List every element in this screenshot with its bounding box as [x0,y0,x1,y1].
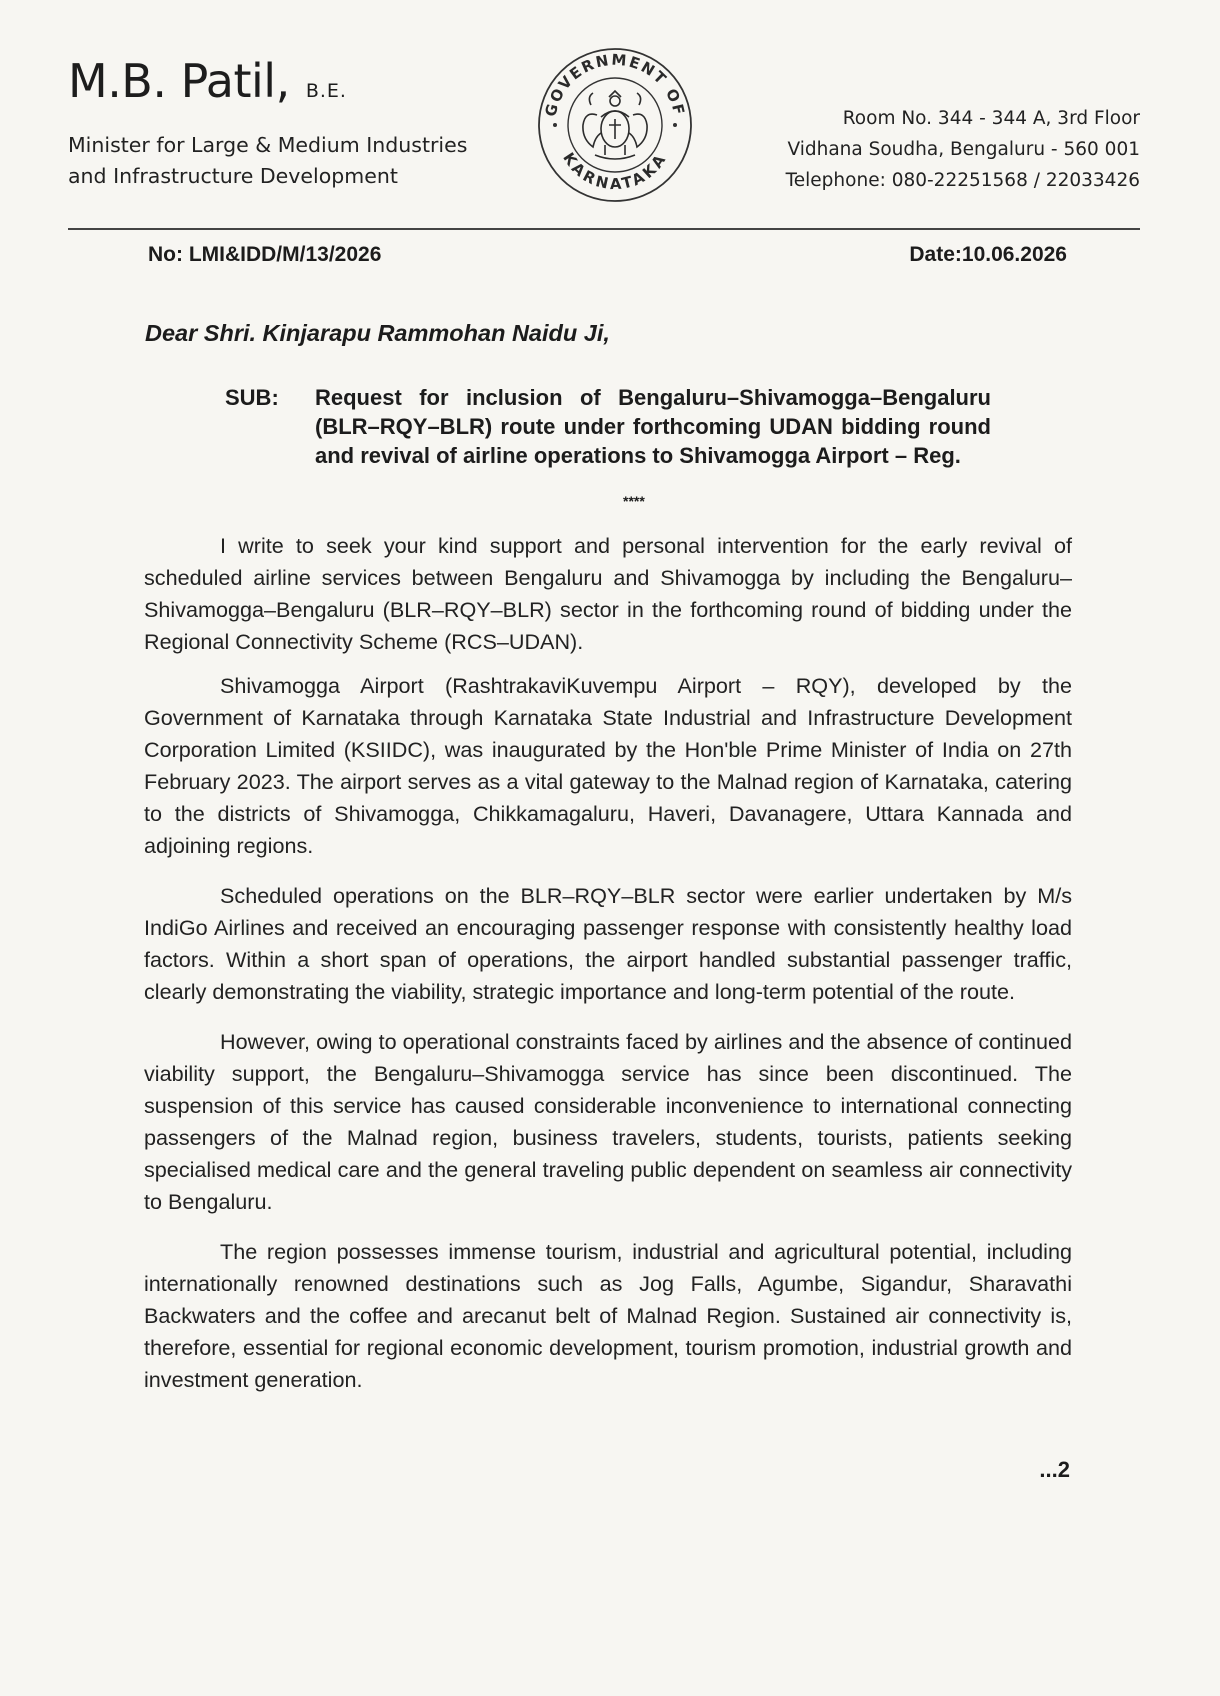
body-paragraph-2: Shivamogga Airport (RashtrakaviKuvempu Airport – RQY), developed by the Government of Karnataka through Karnataka State Industrial and Infrastructure Development Corporation Limited (KSIIDC), was inaugurated by the Hon'ble Prime Minister of India on 27th February 2023. The airport serves as a vital gateway to the Malnad region of Karnataka, catering to the districts of Shivamogga, Chikkamagaluru, Haveri, Davanagere, Uttara Kannada and adjoining regions. [144,673,1072,858]
letter-date: Date:10.06.2026 [909,243,1067,266]
emblem-top-text: GOVERNMENT OF [541,50,689,119]
minister-designation [68,130,467,192]
body-paragraph-1: I write to seek your kind support and personal intervention for the early revival of scheduled airline services between Bengaluru and Shivamogga by including the Bengaluru–Shivamogga–Bengaluru (BLR–RQY–BLR) sector in the forthcoming round of bidding under the Regional Connectivity Scheme (RCS–UDAN). [144,533,1072,654]
subject-block [225,383,991,470]
letter-body [144,530,1072,1396]
salutation: Dear Shri. Kinjarapu Rammohan Naidu Ji, [145,320,610,346]
office-address [786,103,1140,196]
body-paragraph-5: The region possesses immense tourism, industrial and agricultural potential, including internationally renowned destinations such as Jog Falls, Agumbe, Sigandur, Sharavathi Backwaters and the coffee and arecanut belt of Malnad Region. Sustained air connectivity is, therefore, essential for regional economic development, tourism promotion, industrial growth and investment generation. [144,1239,1072,1392]
subject-label: SUB: [225,385,279,410]
svg-text:KARNATAKA [559,149,670,193]
minister-qualification: B.E. [305,80,347,102]
body-paragraph-4: However, owing to operational constraints faced by airlines and the absence of continued viability support, the Bengaluru–Shivamogga service has since been discontinued. The suspension of this service has caused considerable inconvenience to international connecting passengers of the Malnad region, business travelers, students, tourists, patients seeking specialised medical care and the general traveling public dependent on seamless air connectivity to Bengaluru. [144,1029,1072,1214]
subject-separator: **** [623,493,645,509]
address-line-2: Vidhana Soudha, Bengaluru - 560 001 [787,139,1140,160]
reference-number: No: LMI&IDD/M/13/2026 [148,243,382,266]
designation-line-2: and Infrastructure Development [68,164,398,188]
address-line-1: Room No. 344 - 344 A, 3rd Floor [842,108,1140,129]
svg-text:GOVERNMENT OF [541,51,688,119]
body-paragraph-3: Scheduled operations on the BLR–RQY–BLR sector were earlier undertaken by M/s IndiGo Airlines and received an encouraging passenger response with consistently healthy load factors. Within a short span of operations, the airport handled substantial passenger traffic, clearly demonstrating the viability, strategic importance and long-term potential of the route. [144,883,1072,1004]
designation-line-1: Minister for Large & Medium Industries [68,133,468,157]
letterhead-divider [68,228,1140,230]
karnataka-emblem-seal [535,45,695,205]
subject-text: Request for inclusion of Bengaluru–Shivamogga–Bengaluru (BLR–RQY–BLR) route under forthcoming UDAN bidding round and revival of airline operations to Shivamogga Airport – Reg. [315,385,991,468]
minister-name-text: M.B. Patil, [68,54,290,108]
telephone-line: Telephone: 080-22251568 / 22033426 [785,170,1140,191]
page-continuation: ...2 [1039,1457,1070,1482]
emblem-crest-icon [583,91,647,159]
emblem-bottom-text: KARNATAKA [559,149,671,194]
minister-name [68,54,347,108]
